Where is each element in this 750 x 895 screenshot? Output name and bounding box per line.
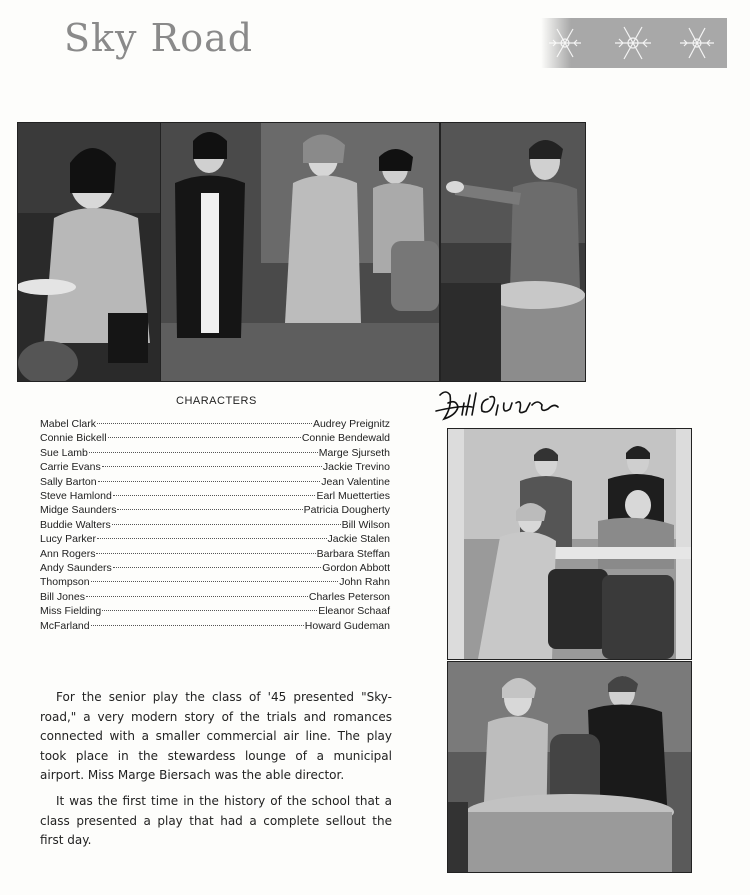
sellout-paragraph: It was the first time in the history of the school that a class presented a play that had a complete sellout the first day. <box>40 794 392 847</box>
cast-row <box>40 503 390 517</box>
cast-row <box>40 431 390 445</box>
cast-row <box>40 518 390 532</box>
actor-name: Howard Gudeman <box>304 619 390 632</box>
actor-name: Jean Valentine <box>321 475 390 488</box>
cast-row <box>40 604 390 618</box>
role-name: Andy Saunders <box>40 562 112 575</box>
role-name: Midge Saunders <box>40 504 117 517</box>
snowflake-icon <box>680 28 714 58</box>
actor-name: Marge Sjurseth <box>318 446 390 459</box>
cast-list <box>40 417 390 633</box>
actor-name: Barbara Steffan <box>316 547 390 560</box>
photo-woman-in-suit <box>17 122 161 382</box>
cast-row <box>40 532 390 546</box>
cast-row <box>40 489 390 503</box>
role-name: Steve Hamlond <box>40 490 112 503</box>
actor-name: Audrey Preignitz <box>312 418 390 430</box>
page-title: Sky Road <box>64 16 254 60</box>
cast-row <box>40 547 390 561</box>
snowflake-icon <box>615 27 651 59</box>
photo-young-man-gesturing <box>440 122 586 382</box>
cast-row <box>40 446 390 460</box>
actor-name: Gordon Abbott <box>322 562 390 575</box>
cast-row <box>40 561 390 575</box>
photo-counter-scene <box>447 428 692 660</box>
cast-row <box>40 590 390 604</box>
role-name: Sally Barton <box>40 475 97 488</box>
role-name: Connie Bickell <box>40 432 107 445</box>
actor-name: Bill Wilson <box>341 518 390 531</box>
actor-name: Eleanor Schaaf <box>318 605 390 618</box>
characters-heading: CHARACTERS <box>176 395 257 407</box>
actor-name: Jackie Trevino <box>322 461 390 474</box>
role-name: Mabel Clark <box>40 418 97 430</box>
actor-name: Earl Muetterties <box>316 490 390 503</box>
handwritten-signature <box>432 385 562 429</box>
role-name: Ann Rogers <box>40 547 96 560</box>
actor-name: Charles Peterson <box>308 590 390 603</box>
cast-row <box>40 619 390 633</box>
cast-row <box>40 417 390 431</box>
role-name: Carrie Evans <box>40 461 101 474</box>
role-name: Miss Fielding <box>40 605 102 618</box>
actor-name: Patricia Dougherty <box>303 504 390 517</box>
actor-name: John Rahn <box>339 576 390 589</box>
snowflake-banner <box>541 18 727 68</box>
description-paragraph: For the senior play the class of '45 presented "Sky-road," a very modern story of the trials and romances connected with a smaller commercial air line. The play took place in the stewardess lounge of a municipal airport. Miss Marge Biersach was the able director. <box>40 690 392 782</box>
cast-row <box>40 460 390 474</box>
cast-row <box>40 575 390 589</box>
role-name: Sue Lamb <box>40 446 88 459</box>
role-name: Lucy Parker <box>40 533 97 546</box>
role-name: Bill Jones <box>40 590 85 603</box>
cast-row <box>40 475 390 489</box>
actor-name: Connie Bendewald <box>301 432 390 445</box>
role-name: McFarland <box>40 619 90 632</box>
photo-nurse-and-women <box>160 122 440 382</box>
role-name: Buddie Walters <box>40 518 111 531</box>
role-name: Thompson <box>40 576 90 589</box>
photo-couple-on-bench <box>447 661 692 873</box>
actor-name: Jackie Stalen <box>327 533 390 546</box>
